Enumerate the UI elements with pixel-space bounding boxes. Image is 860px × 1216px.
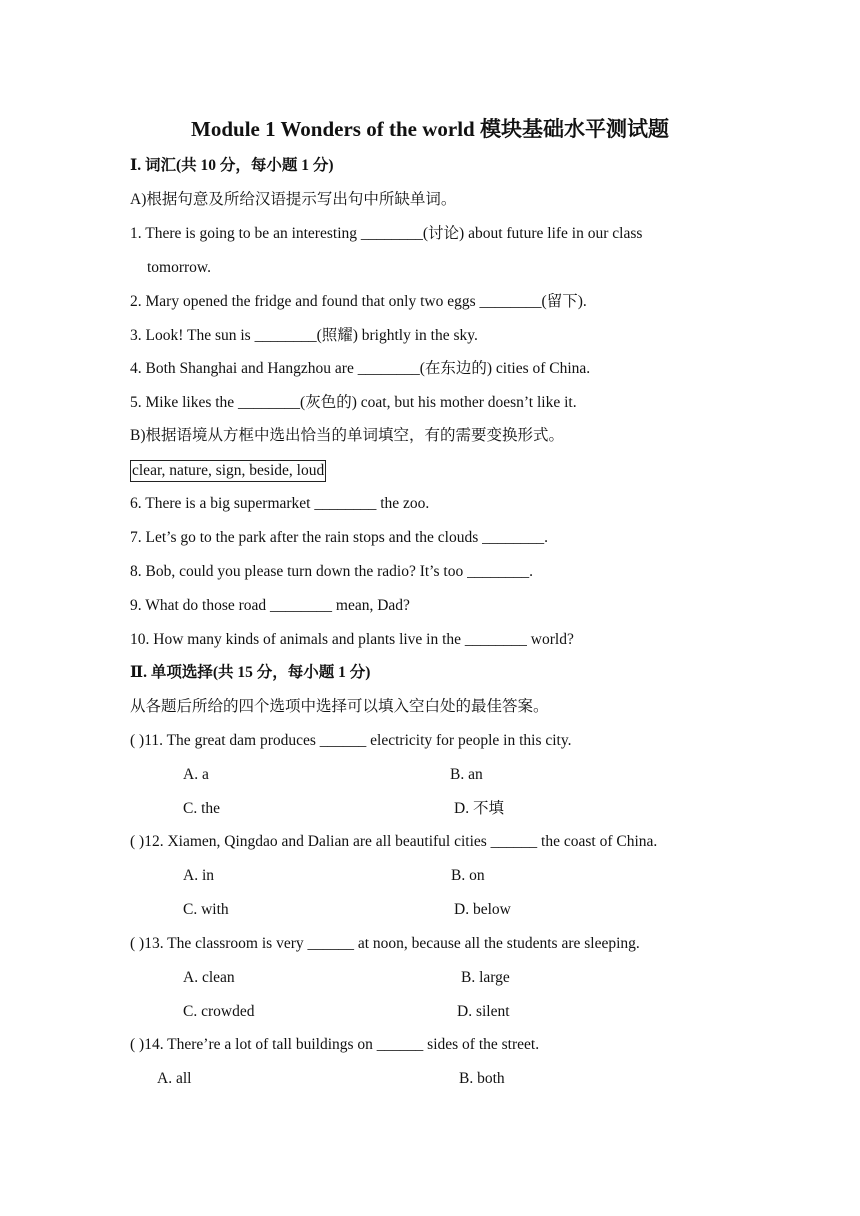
question-4: 4. Both Shanghai and Hangzhou are ________(在东边的) cities of China.: [130, 360, 591, 377]
option-b: B. large: [461, 969, 510, 986]
question-12-stem: ( )12. Xiamen, Qingdao and Dalian are all beautiful cities ______ the coast of China.: [130, 833, 658, 850]
question-1: 1. There is going to be an interesting ________(讨论) about future life in our class: [130, 225, 643, 242]
question-11-stem: ( )11. The great dam produces ______ electricity for people in this city.: [130, 732, 572, 749]
question-9: 9. What do those road ________ mean, Dad?: [130, 597, 410, 614]
option-d: D. below: [454, 901, 511, 918]
option-b: B. both: [459, 1070, 505, 1087]
question-10: 10. How many kinds of animals and plants live in the ________ world?: [130, 631, 574, 648]
question-13-stem: ( )13. The classroom is very ______ at noon, because all the students are sleeping.: [130, 935, 640, 952]
option-a: A. in: [183, 867, 214, 884]
question-1-continuation: tomorrow.: [147, 259, 211, 276]
question-6: 6. There is a big supermarket ________ the zoo.: [130, 495, 430, 512]
page-title: Module 1 Wonders of the world 模块基础水平测试题: [191, 117, 669, 141]
option-a: A. clean: [183, 969, 235, 986]
option-d: D. silent: [457, 1003, 510, 1020]
section2-heading: Ⅱ. 单项选择(共 15 分，每小题 1 分): [130, 664, 371, 681]
partA-instruction: A)根据句意及所给汉语提示写出句中所缺单词。: [130, 191, 457, 208]
option-c: C. with: [183, 901, 229, 918]
question-3: 3. Look! The sun is ________(照耀) brightly in the sky.: [130, 327, 478, 344]
section2-instruction: 从各题后所给的四个选项中选择可以填入空白处的最佳答案。: [130, 698, 549, 715]
option-c: C. crowded: [183, 1003, 255, 1020]
option-c: C. the: [183, 800, 221, 817]
word-box: clear, nature, sign, beside, loud: [130, 460, 326, 482]
option-a: A. a: [183, 766, 209, 783]
question-2: 2. Mary opened the fridge and found that only two eggs ________(留下).: [130, 293, 587, 310]
option-d: D. 不填: [454, 800, 504, 817]
section1-heading: Ⅰ. 词汇(共 10 分，每小题 1 分): [130, 157, 334, 174]
option-a: A. all: [157, 1070, 192, 1087]
question-5: 5. Mike likes the ________(灰色的) coat, but his mother doesn’t like it.: [130, 394, 577, 411]
option-b: B. an: [450, 766, 483, 783]
question-8: 8. Bob, could you please turn down the radio? It’s too ________.: [130, 563, 533, 580]
question-7: 7. Let’s go to the park after the rain stops and the clouds ________.: [130, 529, 548, 546]
question-14-stem: ( )14. There’re a lot of tall buildings on ______ sides of the street.: [130, 1036, 540, 1053]
partB-instruction: B)根据语境从方框中选出恰当的单词填空，有的需要变换形式。: [130, 427, 565, 444]
option-b: B. on: [451, 867, 485, 884]
